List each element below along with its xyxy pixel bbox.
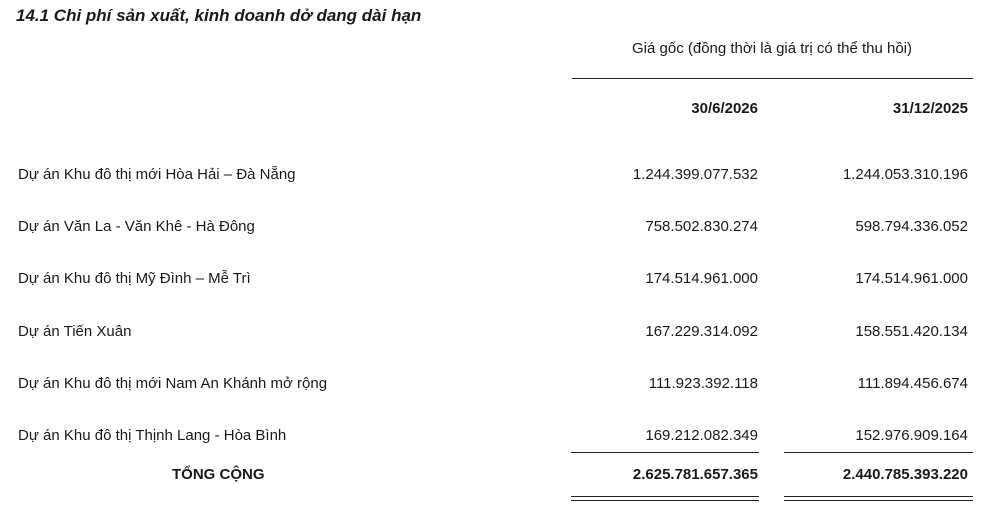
row-value-col1: 167.229.314.092: [645, 323, 758, 340]
double-underline-col1: [571, 496, 759, 501]
section-title: 14.1 Chi phí sản xuất, kinh doanh dở dang dài hạn: [16, 6, 422, 25]
row-value-col1: 1.244.399.077.532: [632, 166, 758, 183]
column-header-30-6-2026: 30/6/2026: [691, 100, 758, 117]
row-value-col2: 174.514.961.000: [855, 270, 968, 287]
row-value-col1: 758.502.830.274: [645, 218, 758, 235]
row-value-col2: 158.551.420.134: [855, 323, 968, 340]
header-rule: [572, 78, 973, 79]
row-value-col1: 174.514.961.000: [645, 270, 758, 287]
subtotal-rule-col2: [784, 452, 973, 453]
column-header-31-12-2025: 31/12/2025: [892, 100, 968, 117]
column-group-header: Giá gốc (đồng thời là giá trị có thể thu hồi): [632, 40, 912, 57]
row-value-col2: 598.794.336.052: [855, 218, 968, 235]
row-label: Dự án Văn La - Văn Khê - Hà Đông: [18, 218, 255, 235]
row-label: Dự án Khu đô thị mới Nam An Khánh mở rộng: [18, 375, 328, 392]
row-value-col1: 111.923.392.118: [648, 375, 758, 392]
subtotal-rule-col1: [571, 452, 759, 453]
row-value-col2: 1.244.053.310.196: [842, 166, 968, 183]
double-underline-col2: [784, 496, 973, 501]
total-label: TỔNG CỘNG: [172, 466, 265, 483]
row-value-col2: 111.894.456.674: [857, 375, 968, 392]
total-value-col1: 2.625.781.657.365: [632, 466, 758, 483]
row-label: Dự án Khu đô thị Mỹ Đình – Mễ Trì: [18, 270, 251, 287]
row-value-col2: 152.976.909.164: [855, 427, 968, 444]
row-label: Dự án Tiến Xuân: [18, 323, 132, 340]
row-value-col1: 169.212.082.349: [645, 427, 758, 444]
total-value-col2: 2.440.785.393.220: [842, 466, 968, 483]
row-label: Dự án Khu đô thị Thịnh Lang - Hòa Bình: [18, 427, 287, 444]
row-label: Dự án Khu đô thị mới Hòa Hải – Đà Nẵng: [18, 166, 296, 183]
